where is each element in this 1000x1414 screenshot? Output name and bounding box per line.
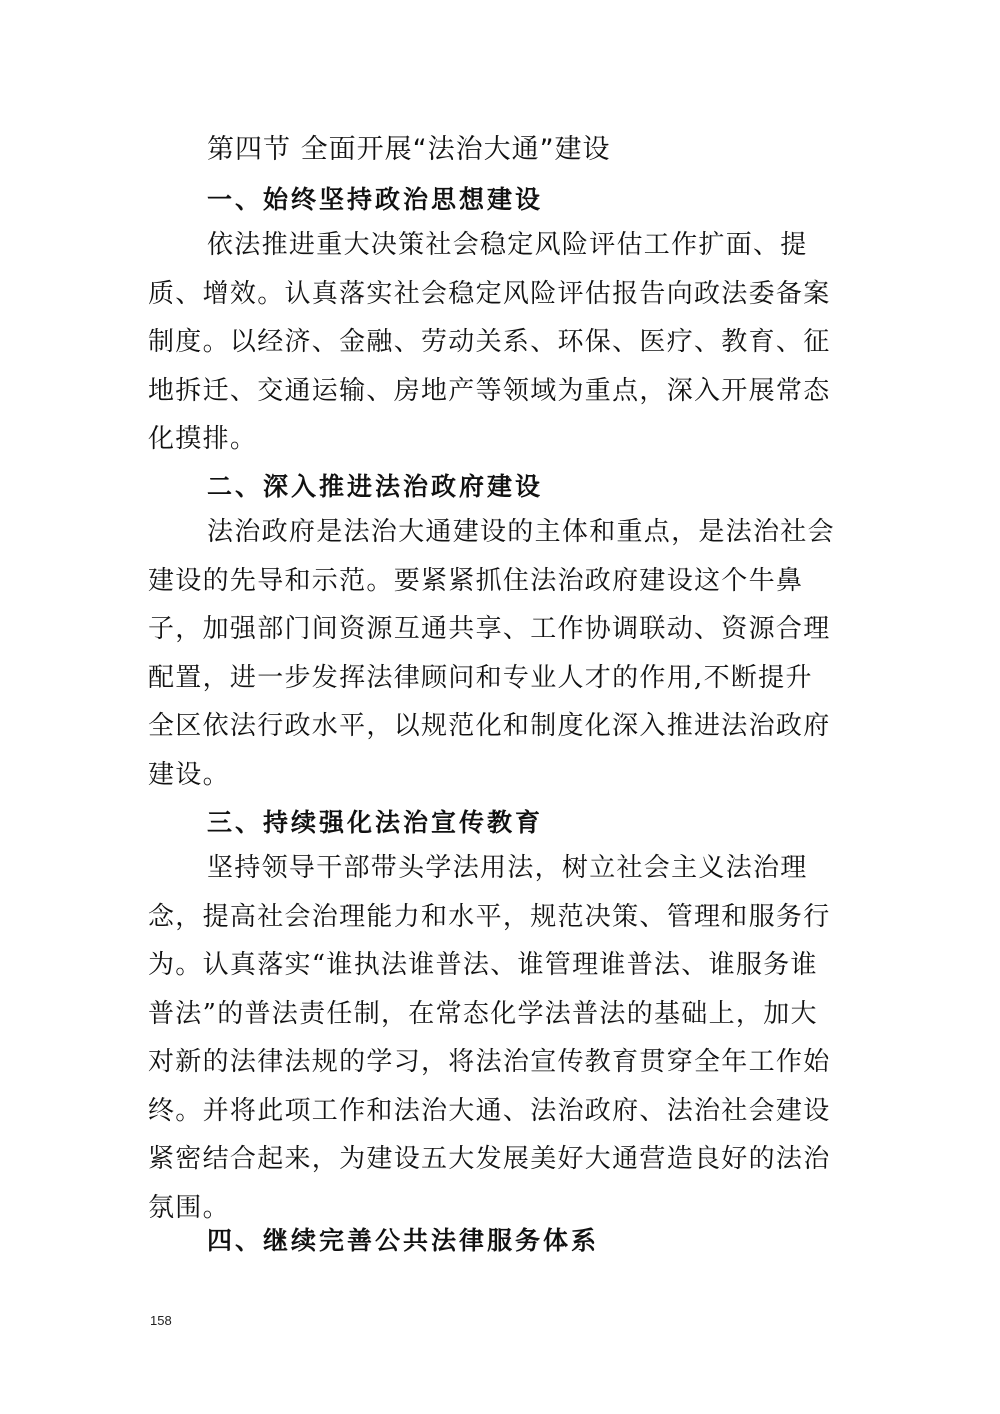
heading-public-legal-services: 四、继续完善公共法律服务体系 bbox=[207, 1226, 600, 1255]
heading-political-thought: 一、始终坚持政治思想建设 bbox=[207, 185, 544, 214]
page-number: 158 bbox=[150, 1313, 172, 1328]
heading-rule-of-law-government: 二、深入推进法治政府建设 bbox=[207, 472, 544, 501]
paragraph-rule-of-law-government: 法治政府是法治大通建设的主体和重点，是法治社会建设的先导和示范。要紧紧抓住法治政府建设这个牛鼻子，加强部门间资源互通共享、工作协调联动、资源合理配置，进一步发挥法律顾问和专业人才的作用,不断提升全区依法行政水平，以规范化和制度化深入推进法治政府建设。 bbox=[148, 517, 835, 790]
paragraph-legal-education: 坚持领导干部带头学法用法，树立社会主义法治理念，提高社会治理能力和水平，规范决策、管理和服务行为。认真落实“谁执法谁普法、谁管理谁普法、谁服务谁普法”的普法责任制，在常态化学法普法的基础上，加大对新的法律法规的学习，将法治宣传教育贯穿全年工作始终。并将此项工作和法治大通、法治政府、法治社会建设紧密结合起来，为建设五大发展美好大通营造良好的法治氛围。 bbox=[148, 853, 831, 1223]
section-title: 第四节 全面开展“法治大通”建设 bbox=[207, 134, 611, 165]
heading-legal-education: 三、持续强化法治宣传教育 bbox=[207, 808, 544, 837]
paragraph-political-thought: 依法推进重大决策社会稳定风险评估工作扩面、提质、增效。认真落实社会稳定风险评估报告向政法委备案制度。以经济、金融、劳动关系、环保、医疗、教育、征地拆迁、交通运输、房地产等领域为重点，深入开展常态化摸排。 bbox=[148, 230, 831, 454]
